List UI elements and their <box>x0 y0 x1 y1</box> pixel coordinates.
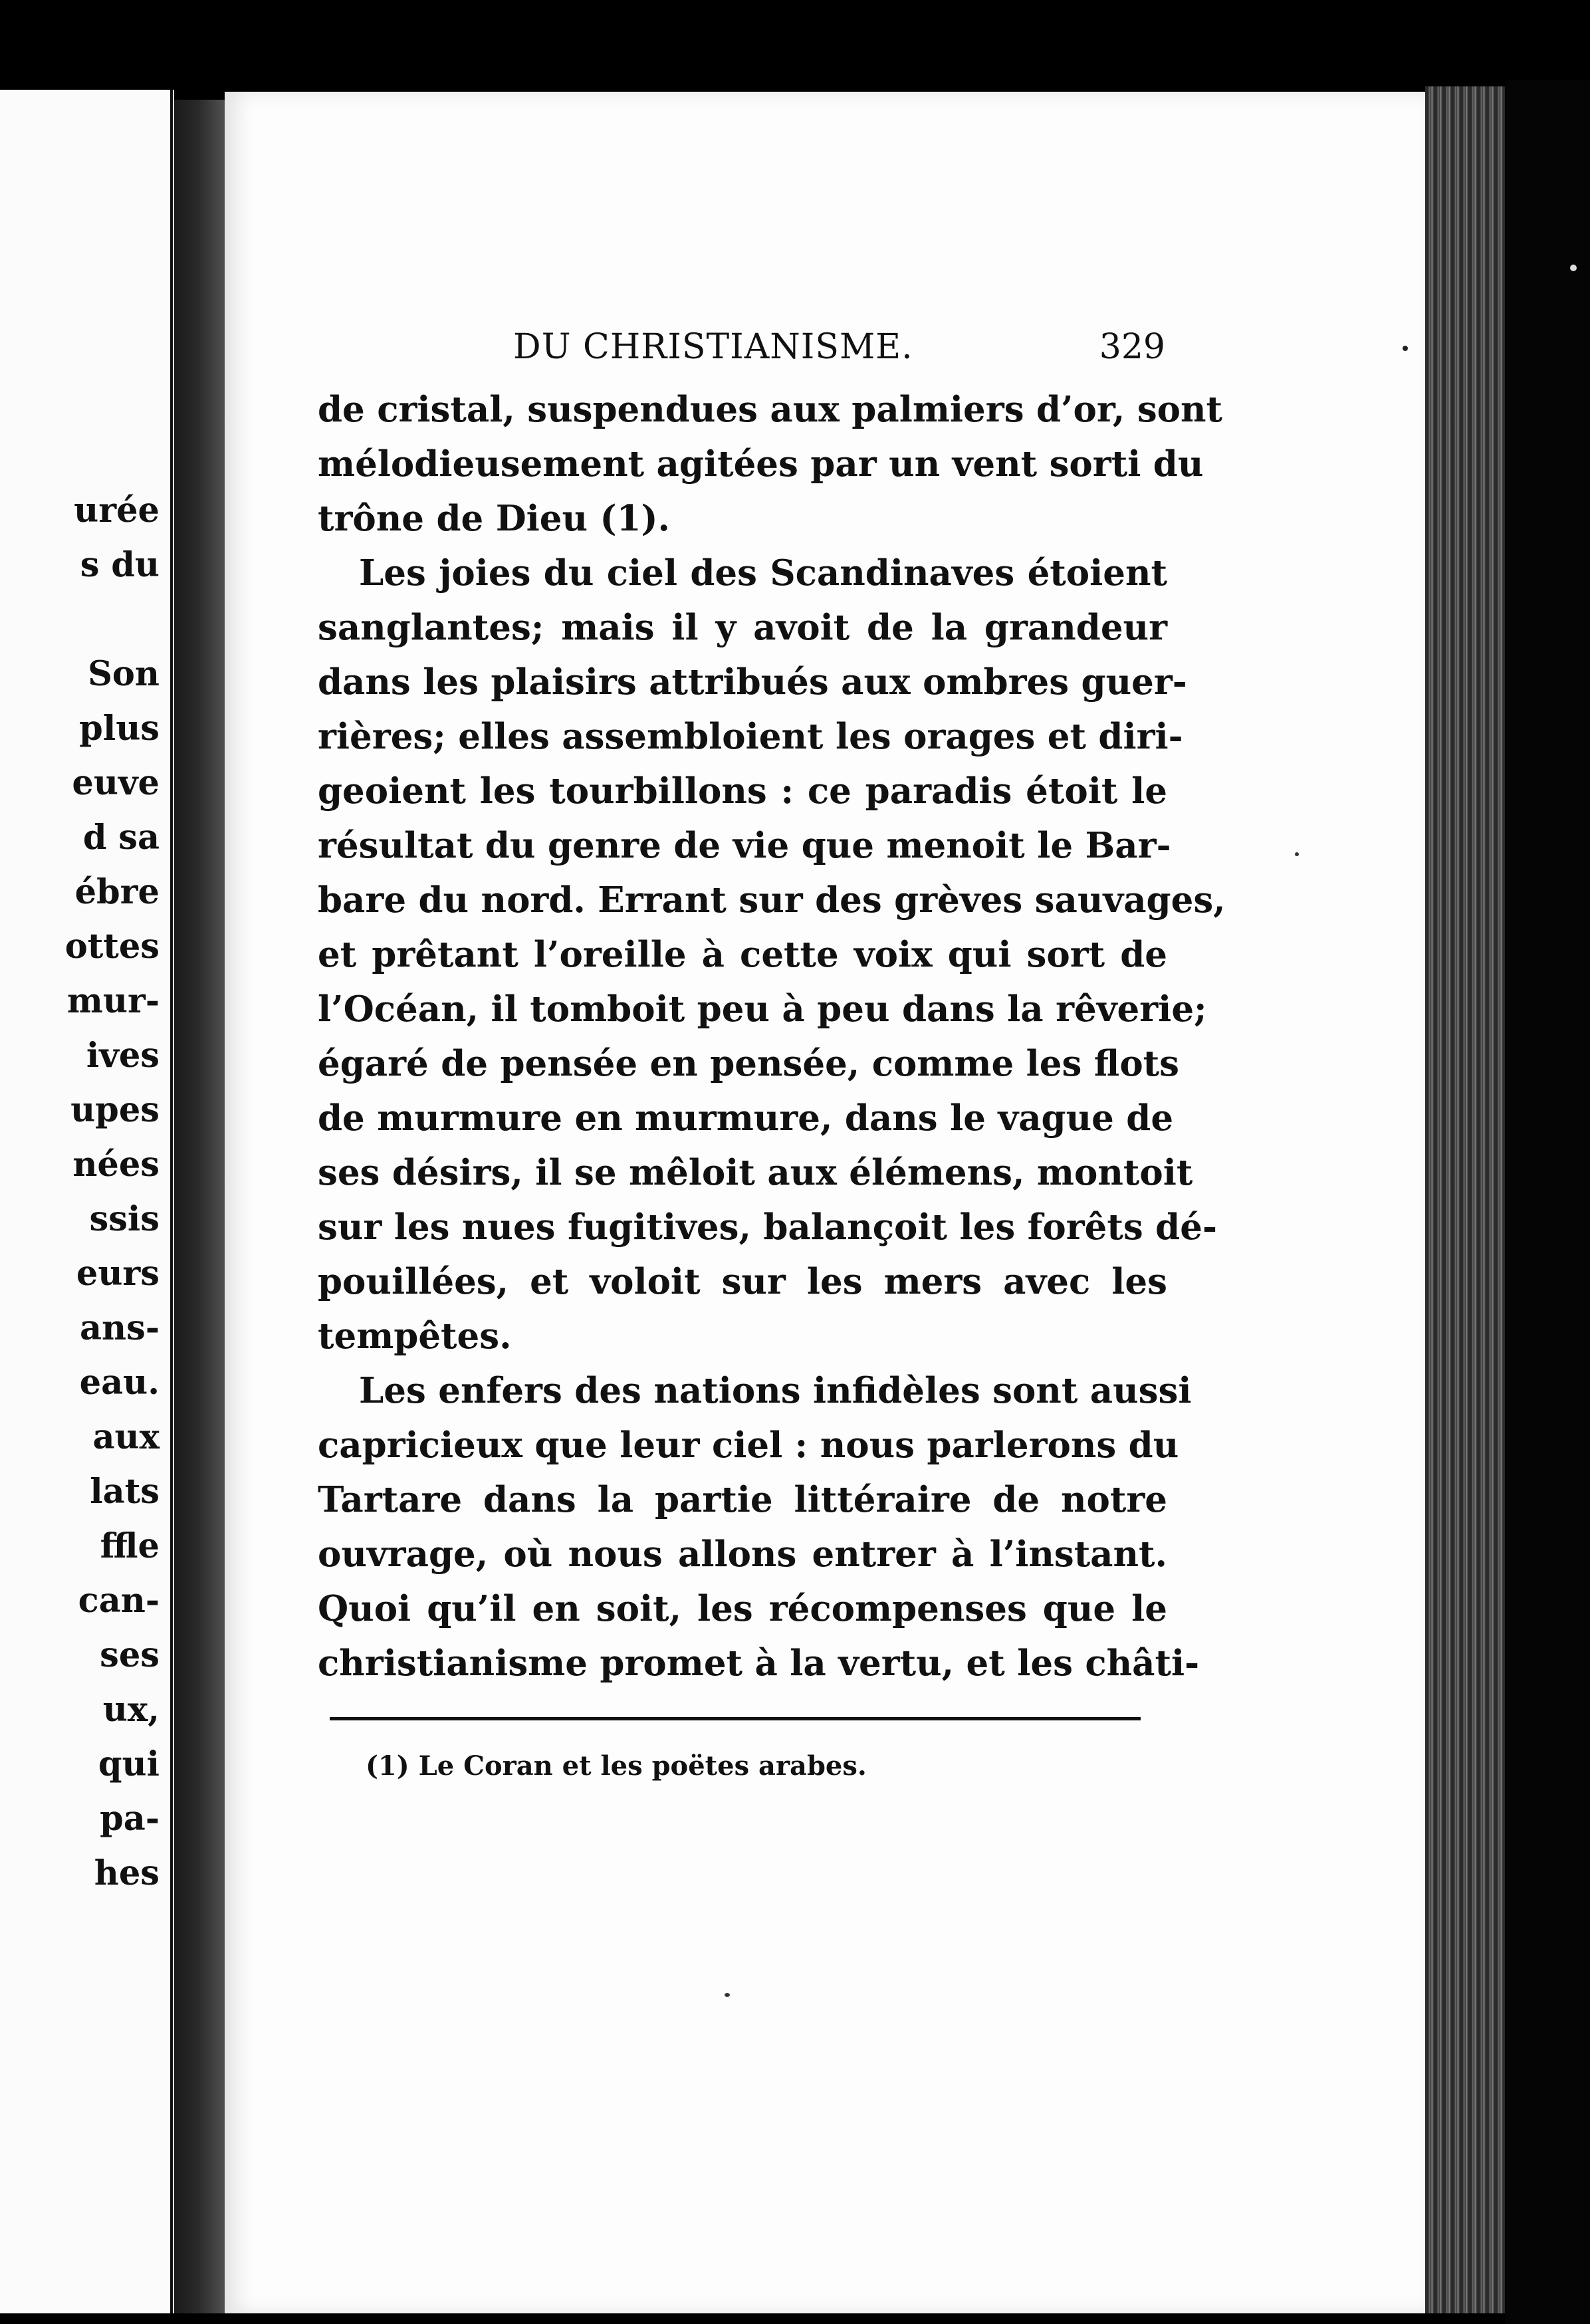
previous-page-line: qui <box>98 1744 160 1784</box>
page-header <box>319 327 1165 380</box>
text-line: ouvrage, où nous allons entrer à l’instant. <box>318 1534 1167 1575</box>
previous-page-line: eurs <box>76 1254 160 1294</box>
text-line: sanglantes; mais il y avoit de la grandeur <box>318 607 1167 648</box>
text-line: Quoi qu’il en soit, les récompenses que le <box>318 1588 1167 1629</box>
previous-page-line: ses <box>100 1635 160 1675</box>
previous-page-line: ssis <box>89 1199 160 1239</box>
scan-speck <box>1570 265 1577 271</box>
footnote: (1) Le Coran et les poëtes arabes. <box>366 1750 867 1782</box>
previous-page-edge <box>170 90 173 2313</box>
previous-page-line: ux, <box>102 1690 160 1730</box>
text-line: tempêtes. <box>318 1316 512 1357</box>
text-line: bare du nord. Errant sur des grèves sauvages, <box>318 879 1226 921</box>
text-line: de cristal, suspendues aux palmiers d’or, sont <box>318 389 1223 430</box>
text-line: ses désirs, il se mêloit aux élémens, montoit <box>318 1152 1193 1193</box>
text-line: Les joies du ciel des Scandinaves étoient <box>359 552 1167 594</box>
text-line: résultat du genre de vie que menoit le Bar- <box>318 825 1171 866</box>
text-line: égaré de pensée en pensée, comme les flots <box>318 1043 1179 1084</box>
text-line: Tartare dans la partie littéraire de notre <box>318 1479 1167 1520</box>
text-line: trône de Dieu (1). <box>318 498 670 539</box>
previous-page-text <box>65 483 160 1901</box>
text-line: mélodieusement agitées par un vent sorti du <box>318 443 1204 485</box>
page-number: 329 <box>1099 327 1165 367</box>
previous-page-line: aux <box>92 1417 160 1457</box>
footnote-rule <box>330 1717 1141 1720</box>
previous-page-line: ans- <box>79 1308 160 1348</box>
previous-page-line: euve <box>72 763 160 803</box>
page-block-edges <box>1425 86 1505 2313</box>
body-text <box>318 382 1226 1690</box>
text-line: Les enfers des nations infidèles sont aussi <box>359 1370 1192 1411</box>
previous-page-line: ffle <box>100 1526 160 1566</box>
previous-page-line: eau. <box>79 1363 160 1403</box>
book-gutter <box>174 100 227 2313</box>
scan-speck <box>725 1993 730 1997</box>
previous-page-line: plus <box>79 709 160 749</box>
text-line: christianisme promet à la vertu, et les châti- <box>318 1643 1200 1684</box>
previous-page-line: lats <box>90 1472 160 1512</box>
previous-page-fragment <box>0 90 174 2313</box>
previous-page-line: ottes <box>64 927 160 967</box>
previous-page-line: ébre <box>74 872 160 912</box>
previous-page-line: d sa <box>82 818 160 858</box>
previous-page-line: upes <box>70 1090 160 1130</box>
previous-page-line: mur- <box>66 981 160 1021</box>
text-line: dans les plaisirs attribués aux ombres guer- <box>318 661 1187 703</box>
previous-page-line: s du <box>80 545 160 585</box>
text-line: et prêtant l’oreille à cette voix qui sort de <box>318 934 1167 975</box>
text-line: geoient les tourbillons : ce paradis étoit le <box>318 770 1167 812</box>
text-line: de murmure en murmure, dans le vague de <box>318 1098 1174 1139</box>
scan-speck <box>1403 346 1408 351</box>
scan-background <box>1505 80 1590 2324</box>
text-line: l’Océan, il tomboit peu à peu dans la rêverie; <box>318 988 1207 1030</box>
previous-page-line: urée <box>74 491 160 530</box>
previous-page-line: ives <box>86 1036 160 1076</box>
previous-page-line <box>65 592 160 647</box>
previous-page-line: can- <box>78 1581 160 1621</box>
text-line: rières; elles assembloient les orages et diri- <box>318 716 1183 757</box>
previous-page-line: Son <box>88 654 160 694</box>
scan-speck <box>1295 852 1299 856</box>
text-line: pouillées, et voloit sur les mers avec les <box>318 1261 1167 1302</box>
previous-page-line: pa- <box>100 1799 160 1839</box>
text-line: capricieux que leur ciel : nous parlerons du <box>318 1425 1179 1466</box>
previous-page-line: hes <box>94 1853 160 1893</box>
running-title: DU CHRISTIANISME. <box>513 327 913 367</box>
text-line: sur les nues fugitives, balançoit les forêts dé- <box>318 1207 1217 1248</box>
previous-page-line: nées <box>72 1145 160 1185</box>
